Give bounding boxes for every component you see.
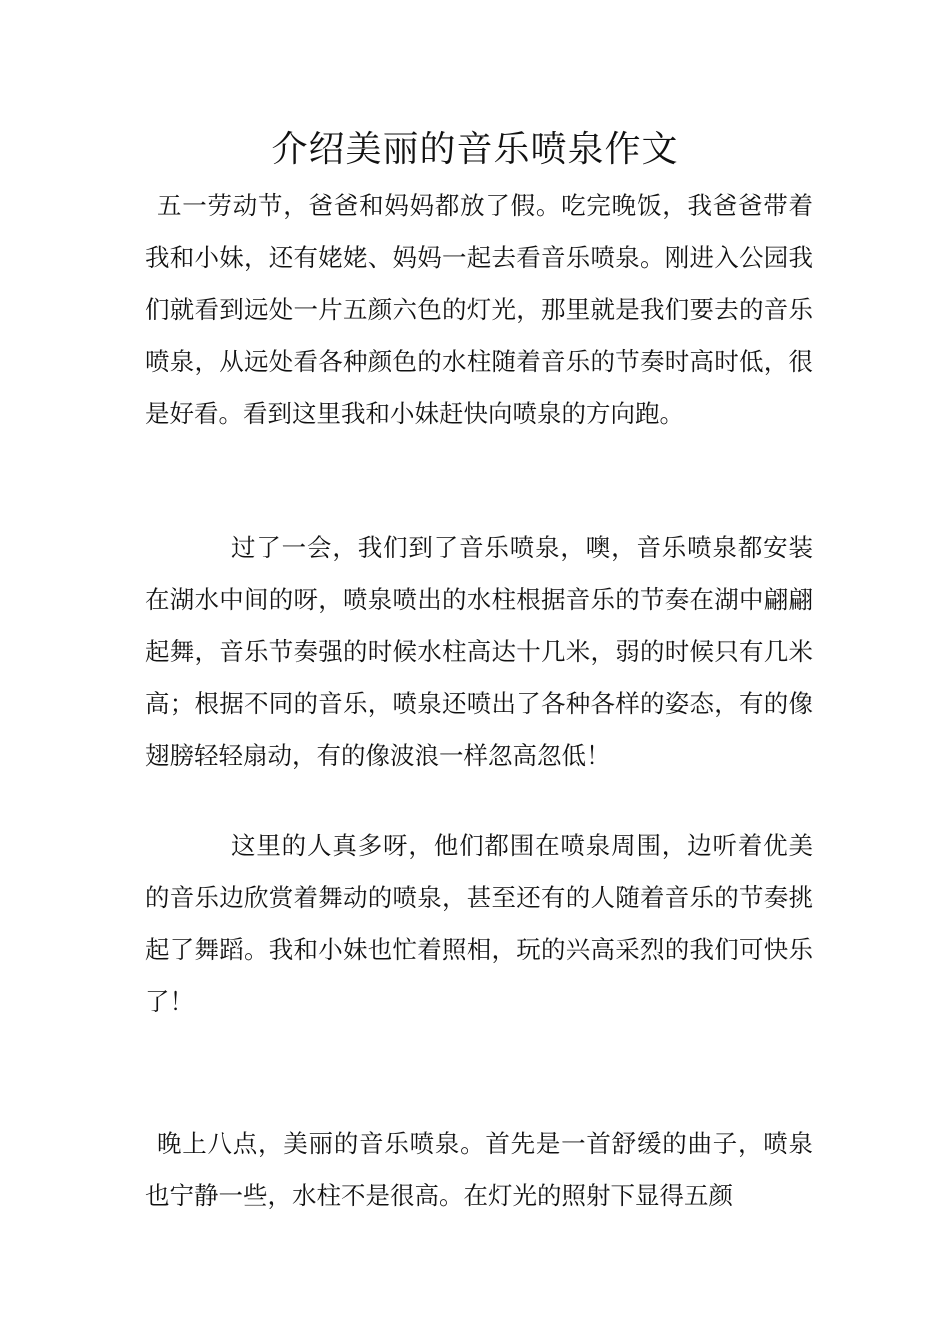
paragraph-3: 这里的人真多呀，他们都围在喷泉周围，边听着优美的音乐边欣赏着舞动的喷泉，甚至还有的人随着音乐的节奏挑起了舞蹈。我和小妹也忙着照相，玩的兴高采烈的我们可快乐了！ bbox=[145, 831, 813, 1016]
paragraph-1: 五一劳动节，爸爸和妈妈都放了假。吃完晚饭，我爸爸带着我和小妹，还有姥姥、妈妈一起去看音乐喷泉。刚进入公园我们就看到远处一片五颜六色的灯光，那里就是我们要去的音乐喷泉，从远处看各种颜色的水柱随着音乐的节奏时高时低，很是好看。看到这里我和小妹赶快向喷泉的方向跑。 bbox=[145, 191, 813, 428]
paragraph-4: 晚上八点，美丽的音乐喷泉。首先是一首舒缓的曲子，喷泉也宁静一些，水柱不是很高。在灯光的照射下显得五颜 bbox=[145, 1129, 813, 1210]
document-title: 介绍美丽的音乐喷泉作文 bbox=[271, 129, 679, 170]
paragraph-2: 过了一会，我们到了音乐喷泉，噢，音乐喷泉都安装在湖水中间的呀，喷泉喷出的水柱根据音乐的节奏在湖中翩翩起舞，音乐节奏强的时候水柱高达十几米，弱的时候只有几米高；根据不同的音乐，喷泉还喷出了各种各样的姿态，有的像翅膀轻轻扇动，有的像波浪一样忽高忽低！ bbox=[145, 533, 813, 770]
